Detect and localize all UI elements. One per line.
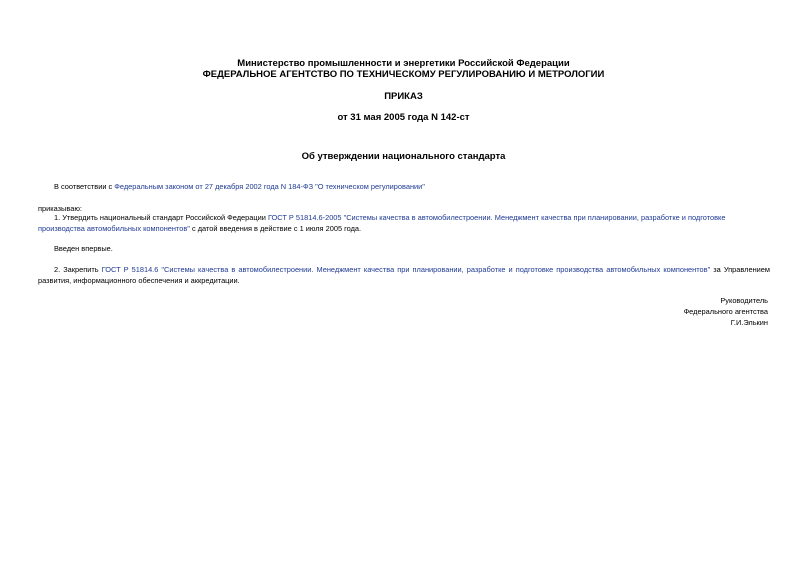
intro-paragraph [54,181,425,192]
order-word: приказываю: [38,204,82,213]
item-1-prefix: 1. Утвердить национальный стандарт Российской Федерации [54,213,268,222]
document-date-number: от 31 мая 2005 года N 142-ст [337,112,470,123]
gost-link[interactable]: ГОСТ Р 51814.6 "Системы качества в автомобилестроении. Менеджмент качества при планировании, разработке и подготовке производства автомобильных компонентов" [101,265,711,274]
item-2-prefix: 2. Закрепить [54,265,102,274]
document-type: ПРИКАЗ [384,91,423,102]
item-2-paragraph [38,264,770,286]
federal-law-link[interactable]: Федеральным законом от 27 декабря 2002 года N 184-ФЗ "О техническом регулировании" [114,182,425,191]
gost-2005-link[interactable]: ГОСТ Р 51814.6-2005 "Системы качества в автомобилестроении. Менеджмент качества при планировании, разработке и подготовке производства автомобильных компонентов" [38,213,726,233]
intro-text: В соответствии с [54,182,115,191]
document-subject: Об утверждении национального стандарта [301,151,506,162]
signature-agency: Федерального агентства [683,307,768,316]
ministry-title: Министерство промышленности и энергетики Российской Федерации [237,58,570,69]
signature-position: Руководитель [720,296,768,305]
agency-title: ФЕДЕРАЛЬНОЕ АГЕНТСТВО ПО ТЕХНИЧЕСКОМУ РЕГУЛИРОВАНИЮ И МЕТРОЛОГИИ [202,69,605,80]
item-1-paragraph [38,212,770,234]
item-1-suffix: с датой введения в действие с 1 июля 2005 года. [189,224,362,233]
first-time-note: Введен впервые. [54,244,113,253]
signature-name: Г.И.Элькин [730,318,768,327]
item-2-suffix: за Управлением развития, информационного обеспечения и аккредитации. [38,265,770,285]
signature-block [684,295,768,328]
